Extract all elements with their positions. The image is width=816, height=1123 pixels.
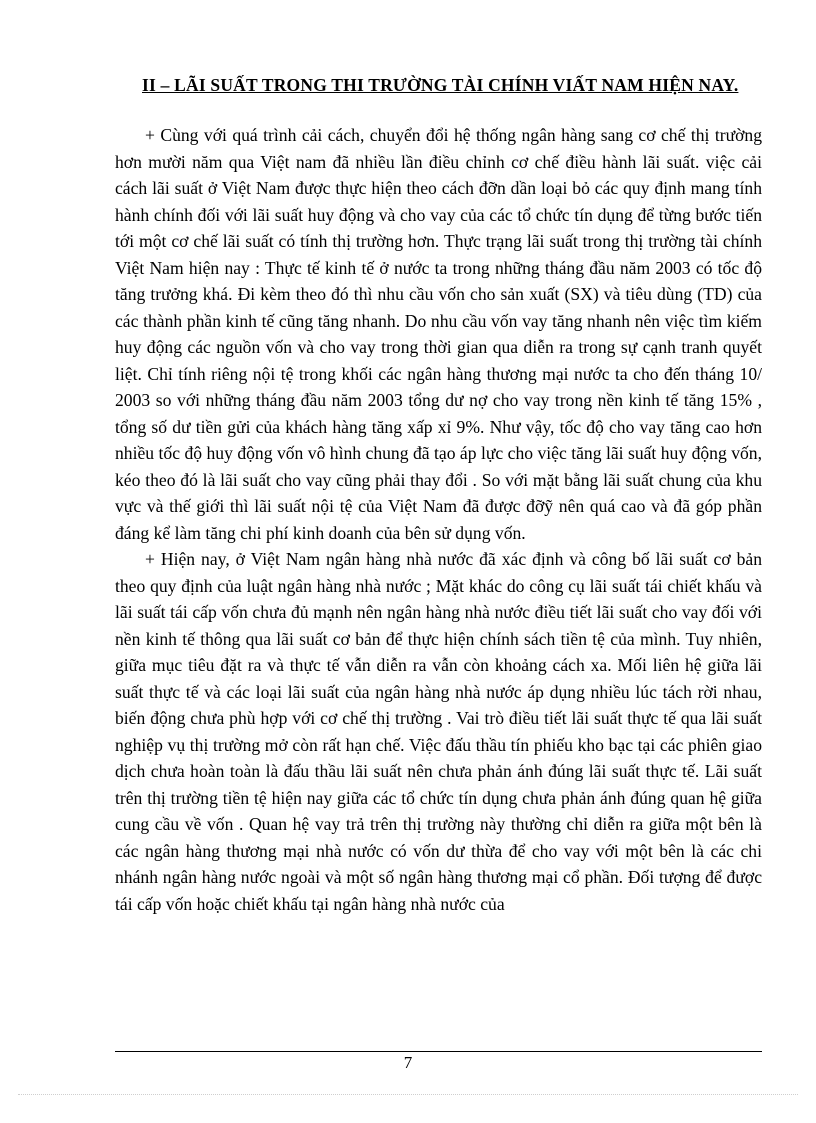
page-bottom-border bbox=[18, 1094, 798, 1095]
body-text bbox=[115, 122, 762, 917]
section-heading: II – LÃI SUẤT TRONG THI TRƯỜNG TÀI CHÍNH VIẤT NAM HIỆN NAY. bbox=[142, 75, 739, 95]
paragraph-2: + Hiện nay, ở Việt Nam ngân hàng nhà nước đã xác định và công bố lãi suất cơ bản theo quy định của luật ngân hàng nhà nước ; Mặt khác do công cụ lãi suất tái chiết khấu và lãi suất tái cấp vốn chưa đủ mạnh nên ngân hàng nhà nước điều tiết lãi suất cho vay đối với nền kinh tế thông qua lãi suất cơ bản để thực hiện chính sách tiền tệ của mình. Tuy nhiên, giữa mục tiêu đặt ra và thực tế vẫn diễn ra vẫn còn khoảng cách xa. Mối liên hệ giữa lãi suất thực tế và các loại lãi suất của ngân hàng nhà nước áp dụng nhiều lúc tách rời nhau, biến động chưa phù hợp với cơ chế thị trường . Vai trò điều tiết lãi suất thực tế qua lãi suất nghiệp vụ thị trường mở còn rất hạn chế. Việc đấu thầu tín phiếu kho bạc tại các phiên giao dịch chưa hoàn toàn là đấu thầu lãi suất nên chưa phản ánh đúng lãi suất thực tế. Lãi suất trên thị trường tiền tệ hiện nay giữa các tổ chức tín dụng chưa phản ánh đúng quan hệ giữa cung cầu về vốn . Quan hệ vay trả trên thị trường này thường chỉ diễn ra giữa một bên là các ngân hàng thương mại nhà nước có vốn dư thừa để cho vay với một bên là các chi nhánh ngân hàng nước ngoài và một số ngân hàng thương mại cổ phần. Đối tượng để được tái cấp vốn hoặc chiết khấu tại ngân hàng nhà nước của bbox=[115, 549, 762, 914]
footer-divider bbox=[115, 1051, 762, 1052]
page-number: 7 bbox=[403, 1053, 413, 1072]
paragraph-1: + Cùng với quá trình cải cách, chuyển đổi hệ thống ngân hàng sang cơ chế thị trường hơn mười năm qua Việt nam đã nhiều lần điều chỉnh cơ chế điều hành lãi suất. việc cải cách lãi suất ở Việt Nam được thực hiện theo cách đỡn dần loại bỏ các quy định mang tính hành chính đối với lãi suất huy động và cho vay của các tổ chức tín dụng để từng bước tiến tới một cơ chế lãi suất có tính thị trường hơn. Thực trạng lãi suất trong thị trường tài chính Việt Nam hiện nay : Thực tế kinh tế ở nước ta trong những tháng đầu năm 2003 có tốc độ tăng trưởng khá. Đi kèm theo đó thì nhu cầu vốn cho sản xuất (SX) và tiêu dùng (TD) của các thành phần kinh tế cũng tăng nhanh. Do nhu cầu vốn vay tăng nhanh nên việc tìm kiếm huy động các nguồn vốn và cho vay trong thời gian qua diễn ra trong sự cạnh tranh quyết liệt. Chỉ tính riêng nội tệ trong khối các ngân hàng thương mại nước ta cho đến tháng 10/ 2003 so với những tháng đầu năm 2003 tổng dư nợ cho vay trong nền kinh tế tăng 15% , tổng số dư tiền gửi của khách hàng tăng xấp xỉ 9%. Như vậy, tốc độ cho vay tăng cao hơn nhiều tốc độ huy động vốn vô hình chung đã tạo áp lực cho việc tăng lãi suất huy động vốn, kéo theo đó là lãi suất cho vay cũng phải thay đổi . So với mặt bằng lãi suất chung của khu vực và thế giới thì lãi suất nội tệ của Việt Nam đã được đỡỹ nên quá cao và đã góp phần đáng kể làm tăng chi phí kinh doanh của bên sử dụng vốn. bbox=[115, 125, 762, 543]
